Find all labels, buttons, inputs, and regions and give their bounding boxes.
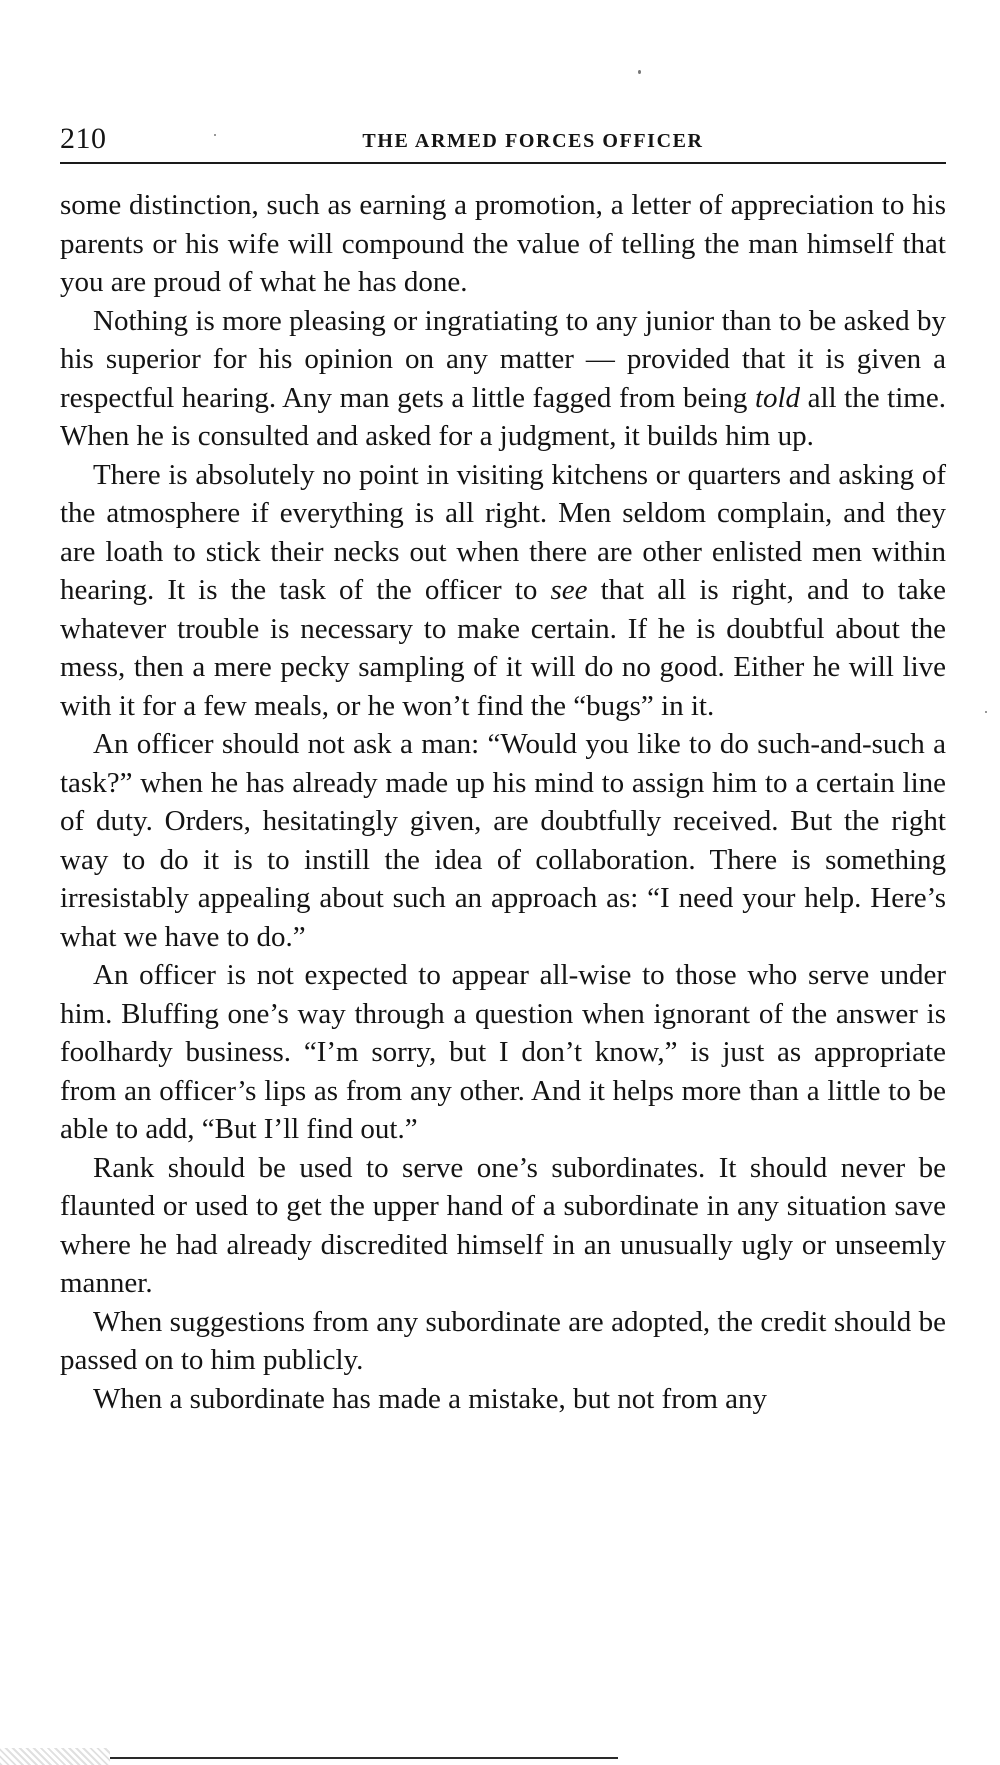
body-text xyxy=(60,186,946,1418)
scan-speck xyxy=(638,70,641,74)
bottom-scan-rule xyxy=(110,1757,618,1759)
emphasis-told: told xyxy=(754,381,801,414)
scan-speck xyxy=(985,711,987,713)
book-title: THE ARMED FORCES OFFICER xyxy=(362,130,704,152)
paragraph: An officer should not ask a man: “Would you like to do such-and-such a task?” when he has already made up his mind to assign him to a certain line of duty. Orders, hesitatingly given, are doubtfully received. But the right way to do it is to instill the idea of collaboration. There is something irresistably appealing about such an approach as: “I need your help. Here’s what we have to do.” xyxy=(60,728,946,953)
scan-speck xyxy=(214,134,216,136)
running-head xyxy=(60,118,946,164)
scan-edge-noise xyxy=(0,1748,110,1765)
paragraph: Nothing is more pleasing or ingratiating to any junior than to be asked by his superior for his opinion on any matter — provided that it is given a respectful hearing. Any man gets a little fagged from being told all the time. When he is consulted and asked for a judgment, it builds him up. xyxy=(60,304,946,452)
paragraph: When suggestions from any subordinate are adopted, the credit should be passed on to him publicly. xyxy=(60,1305,946,1376)
emphasis-see: see xyxy=(550,574,588,606)
paragraph: When a subordinate has made a mistake, but not from any xyxy=(93,1382,768,1415)
paragraph-continued: some distinction, such as earning a promotion, a letter of appreciation to his parents or his wife will compound the value of telling the man himself that you are proud of what he has done. xyxy=(60,189,946,298)
paragraph: Rank should be used to serve one’s subordinates. It should never be flaunted or used to get the upper hand of a subordinate in any situation save where he had already discredited himself in an unusually ugly or unseemly manner. xyxy=(60,1151,946,1299)
page-number: 210 xyxy=(60,122,107,155)
paragraph: An officer is not expected to appear all-wise to those who serve under him. Bluffing one’s way through a question when ignorant of the answer is foolhardy business. “I’m sorry, but I don’t know,” is just as appropriate from an officer’s lips as from any other. And it helps more than a little to be able to add, “But I’ll find out.” xyxy=(60,959,946,1145)
paragraph: There is absolutely no point in visiting kitchens or quarters and asking of the atmosphere if everything is all right. Men seldom complain, and they are loath to stick their necks out when there are other enlisted men within hearing. It is the task of the officer to see that all is right, and to take whatever trouble is necessary to make certain. If he is doubtful about the mess, then a mere pecky sampling of it will do no good. Either he will live with it for a few meals, or he won’t find the “bugs” in it. xyxy=(60,458,946,722)
